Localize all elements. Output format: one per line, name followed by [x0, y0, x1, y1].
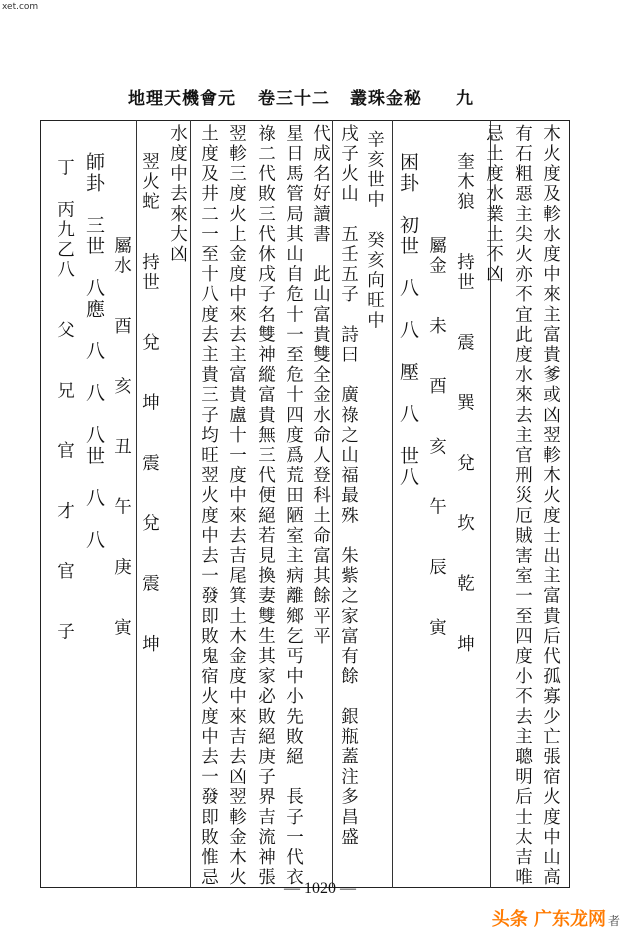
section-title: 叢珠金秘	[350, 89, 422, 109]
book-title: 地理天機會元	[128, 89, 236, 109]
column-rule	[136, 120, 137, 888]
page-number: — 1020 —	[284, 880, 356, 897]
running-header	[128, 84, 488, 110]
text-column: 木火度及軫水度中來主富貴爹或凶翌軫木火度士出主富貴后代孤寡少亡張宿火度中山高	[540, 124, 561, 888]
watermark	[492, 905, 620, 931]
text-column: 辛亥世中 癸亥向旺中	[364, 130, 385, 331]
hexagram-stem-row: 翌火蛇 持世 兌 坤 震 兌 震 坤	[139, 152, 160, 655]
text-column: 戌子火山 五壬五子 詩曰 廣祿之山福最殊 朱紫之家富有餘 銀瓶蓋注多昌盛	[338, 124, 359, 848]
text-column: 水度中去來大凶	[167, 124, 188, 265]
relation-row: 丙九乙八 父 兄 官 才 官 子	[54, 200, 75, 643]
text-column: 土度及井二一至十八度去主貴三子均旺翌火度中去一發即敗鬼宿火度中去一發即敗惟忌	[198, 124, 219, 888]
watermark-brand: 头条 广东龙网	[491, 909, 606, 930]
hexagram-line-row: 困卦 初世 八 八 壓 八 世八	[397, 152, 419, 488]
text-column: 忌土度水業土不凶	[483, 124, 504, 285]
hexagram-branch-row: 屬水 酉 亥 丑 午 庚 寅	[111, 236, 132, 638]
text-column: 翌軫三度火上金度中來去主富貴盧十一度中來去吉尾箕土木金度中來吉去凶翌軫金木火	[226, 124, 247, 888]
text-column: 丁	[54, 158, 75, 179]
column-rule	[190, 120, 191, 888]
hexagram-branch-row: 屬金 未 酉 亥 午 辰 寅	[426, 236, 447, 638]
watermark-suffix: 者	[607, 914, 620, 928]
column-rule	[392, 120, 393, 888]
hexagram-line-row: 師卦 三世 八應 八 八 八世 八 八	[83, 152, 105, 551]
column-rule	[332, 120, 333, 888]
text-column: 代成名好讀書 此山富貴雙全金水命人登科土命富其餘平平	[310, 124, 331, 647]
hexagram-stem-row: 奎木狼 持世 震 巽 兌 坎 乾 坤	[454, 152, 475, 655]
page-label: 九	[456, 89, 474, 109]
corner-tag: xet.com	[2, 2, 39, 12]
text-column: 有石粗惡主尖火亦不宜此度水來去主官刑災厄賊害室一至四度小不去主聰明后士太吉唯	[512, 124, 533, 888]
volume-label: 卷三十二	[258, 89, 330, 109]
text-column: 祿二代敗三代休戌子名雙神縱富貴無三代便絕若見換妻雙生其家必敗絕庚子界吉流神張	[255, 124, 276, 888]
text-column: 星日馬管局其山自危十一至危十四度爲荒田陋室主病離鄉乞丐中小先敗絕 長子一代衣	[283, 124, 304, 888]
